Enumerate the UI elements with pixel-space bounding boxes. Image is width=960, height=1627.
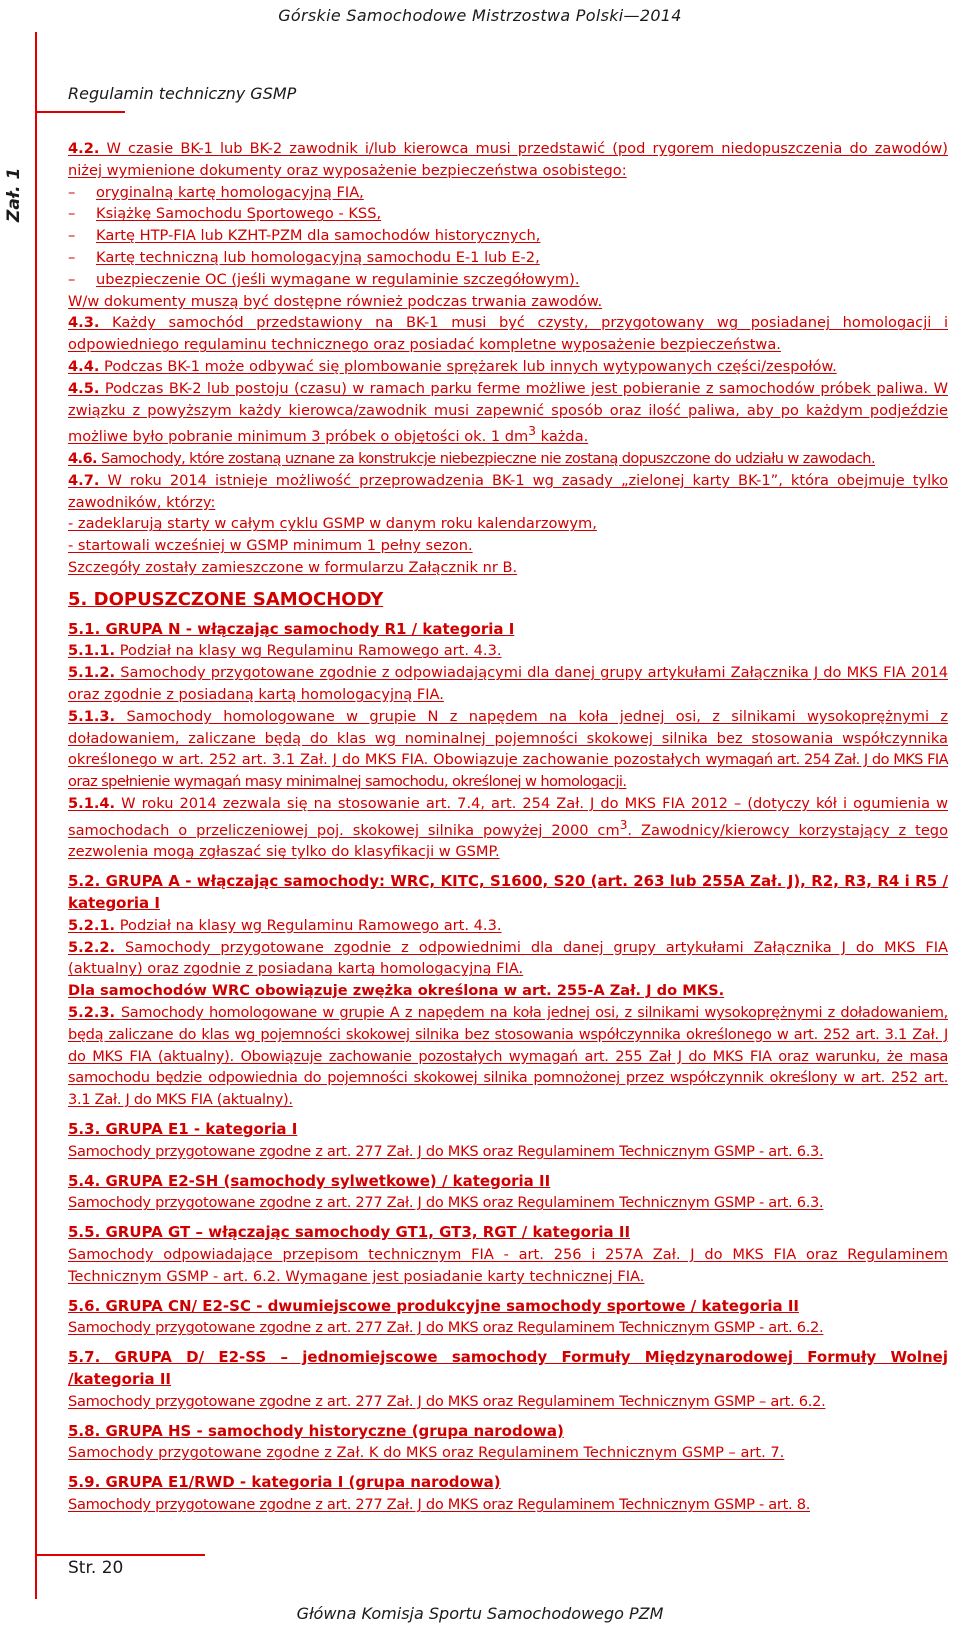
group-5-4-title: 5.4. GRUPA E2-SH (samochody sylwetkowe) / kategoria II — [68, 1171, 551, 1190]
group-5-2-title: 5.2. GRUPA A - włączając samochody: WRC, KITC, S1600, S20 (art. 263 lub 255A Zał. J), R2, R3, R4 i R5 / kategoria I — [68, 872, 948, 913]
paragraph-4-7-note: Szczegóły zostały zamieszczone w formularzu Załącznik nr B. — [68, 559, 518, 576]
page-number: Str. 20 — [68, 1558, 124, 1578]
paragraph-4-7: 4.7. W roku 2014 istnieje możliwość przeprowadzenia BK-1 wg zasady „zielonej karty BK-1”, która obejmuje tylko zawodników, którzy: — [68, 471, 949, 511]
list-item: – Kartę techniczną lub homologacyjną samochodu E-1 lub E-2, — [68, 247, 948, 269]
paragraph-5-2-2-wrc: Dla samochodów WRC obowiązuje zwężka określona w art. 255-A Zał. J do MKS. — [68, 982, 725, 1000]
paragraph-5-5: Samochody odpowiadające przepisom technicznym FIA - art. 256 i 257A Zał. J do MKS FIA oraz Regulaminem Technicznym GSMP - art. 6.2. Wymagane jest posiadanie karty technicznej FIA. — [68, 1245, 948, 1285]
paragraph-5-6: Samochody przygotowane zgodne z art. 277 Zał. J do MKS oraz Regulaminem Technicznym GSMP - art. 6.2. — [68, 1319, 824, 1337]
page-body — [68, 138, 948, 1516]
list-item: – Książkę Samochodu Sportowego - KSS, — [68, 203, 948, 225]
paragraph-4-2-note: W/w dokumenty muszą być dostępne również podczas trwania zawodów. — [68, 292, 603, 310]
group-5-7-title: 5.7. GRUPA D/ E2-SS – jednomiejscowe samochody Formuły Międzynarodowej Formuły Wolnej /kategoria II — [68, 1348, 948, 1388]
paragraph-4-2: 4.2. W czasie BK-1 lub BK-2 zawodnik i/lub kierowca musi przedstawić (pod rygorem niedopuszczenia do zawodów) niżej wymienione dokumenty oraz wyposażenie bezpieczeństwa osobistego: — [68, 140, 949, 179]
paragraph-4-7-line: - zadeklarują starty w całym cyklu GSMP w danym roku kalendarzowym, — [68, 515, 597, 533]
list-item: – Kartę HTP-FIA lub KZHT-PZM dla samochodów historycznych, — [68, 225, 948, 247]
paragraph-5-1-4: 5.1.4. W roku 2014 zezwala się na stosowanie art. 7.4, art. 254 Zał. J do MKS FIA 2012 – (dotyczy kół i ogumienia w samochodach o przeliczeniowej poj. skokowej silnika powyżej 2000 $cm^3$. Zawodnicy/kierowcy korzystający z tego zezwolenia mogą zgłaszać się tylko do klasyfikacji w GSMP. — [68, 794, 949, 861]
attachment-label: Zał. 1 — [4, 167, 24, 222]
paragraph-4-3: 4.3. Każdy samochód przedstawiony na BK-1 musi być czysty, przygotowany wg posiadanej homologacji i odpowiedniego regulaminu technicznego oraz posiadać kompletne wyposażenie bezpieczeństwa. — [68, 314, 948, 354]
paragraph-4-6: 4.6. Samochody, które zostaną uznane za konstrukcje niebezpieczne nie zostaną dopuszczone do udziału w zawodach. — [68, 450, 875, 468]
group-5-9-title: 5.9. GRUPA E1/RWD - kategoria I (grupa narodowa) — [68, 1473, 501, 1492]
header-rule — [35, 111, 125, 113]
paragraph-5-1-3: 5.1.3. Samochody homologowane w grupie N z napędem na koła jednej osi, z silnikami wysokoprężnymi z doładowaniem, zaliczane będą do klas wg nominalnej pojemności skokowej silnika bez stosowania współczynnika określonego w art. 252 art. 3.1 Zał. J do MKS FIA. Obowiązuje zachowanie pozostałych wymagań art. 254 Zał. J do MKS FIA oraz spełnienie wymagań masy minimalnej samochodu, określonej w homologacji. — [68, 707, 949, 791]
running-header: Górskie Samochodowe Mistrzostwa Polski—2014 — [278, 6, 682, 25]
margin-rule — [35, 32, 37, 1599]
paragraph-4-4: 4.4. Podczas BK-1 może odbywać się plombowanie sprężarek lub innych wytypowanych części/zespołów. — [68, 357, 837, 375]
paragraph-5-7: Samochody przygotowane zgodne z art. 277 Zał. J do MKS oraz Regulaminem Technicznym GSMP – art. 6.2. — [68, 1392, 826, 1410]
section-5-title: 5. DOPUSZCZONE SAMOCHODY — [68, 588, 384, 610]
paragraph-4-5: 4.5. Podczas BK-2 lub postoju (czasu) w ramach parku ferme możliwe jest pobieranie z samochodów próbek paliwa. W związku z powyższym każdy kierowca/zawodnik musi zapewnić sposób oraz ilość paliwa, aby po każdym podjeździe możliwe było pobranie minimum 3 próbek o objętości ok. 1 $dm^3$ każda. — [68, 379, 948, 446]
paragraph-5-2-2: 5.2.2. Samochody przygotowane zgodnie z odpowiednimi dla danej grupy artykułami Załącznika J do MKS FIA (aktualny) oraz zgodnie z posiadaną kartą homologacyjną FIA. — [68, 938, 949, 978]
footer-rule — [35, 1554, 205, 1556]
paragraph-4-7-line: - startowali wcześniej w GSMP minimum 1 pełny sezon. — [68, 537, 473, 555]
group-5-1-title: 5.1. GRUPA N - włączając samochody R1 / kategoria I — [68, 619, 515, 638]
group-5-8-title: 5.8. GRUPA HS - samochody historyczne (grupa narodowa) — [68, 1421, 564, 1440]
group-5-3-title: 5.3. GRUPA E1 - kategoria I — [68, 1119, 298, 1138]
paragraph-5-1-1: 5.1.1. Podział na klasy wg Regulaminu Ramowego art. 4.3. — [68, 642, 502, 660]
paragraph-5-9: Samochody przygotowane zgodne z art. 277 Zał. J do MKS oraz Regulaminem Technicznym GSMP - art. 8. — [68, 1495, 811, 1513]
running-footer: Główna Komisja Sportu Samochodowego PZM — [296, 1604, 664, 1623]
list-item: – ubezpieczenie OC (jeśli wymagane w regulaminie szczegółowym). — [68, 269, 948, 291]
group-5-5-title: 5.5. GRUPA GT – włączając samochody GT1, GT3, RGT / kategoria II — [68, 1223, 631, 1242]
document-subtitle: Regulamin techniczny GSMP — [68, 84, 297, 103]
paragraph-5-2-3: 5.2.3. Samochody homologowane w grupie A z napędem na koła jednej osi, z silnikami wysokoprężnymi z doładowaniem, będą zaliczane do klas wg pojemności skokowej silnika bez stosowania współczynnika określonego w art. 252 art. 3.1 Zał. J do MKS FIA (aktualny). Obowiązuje zachowanie pozostałych wymagań art. 255 Zał J do MKS FIA oraz warunku, że masa samochodu będzie odpowiednia do pojemności skokowej silnika pomnożonej przez współczynnik określony w art. 252 art. 3.1 Zał. J do MKS FIA (aktualny). — [68, 1004, 948, 1109]
paragraph-5-4: Samochody przygotowane zgodne z art. 277 Zał. J do MKS oraz Regulaminem Technicznym GSMP - art. 6.3. — [68, 1194, 824, 1212]
paragraph-5-8: Samochody przygotowane zgodne z Zał. K do MKS oraz Regulaminem Technicznym GSMP – art. 7. — [68, 1444, 785, 1462]
paragraph-5-3: Samochody przygotowane zgodne z art. 277 Zał. J do MKS oraz Regulaminem Technicznym GSMP - art. 6.3. — [68, 1142, 824, 1160]
list-item: – oryginalną kartę homologacyjną FIA, — [68, 182, 948, 204]
paragraph-5-1-2: 5.1.2. Samochody przygotowane zgodnie z odpowiadającymi dla danej grupy artykułami Załącznika J do MKS FIA 2014 oraz zgodnie z posiadaną kartą homologacyjną FIA. — [68, 664, 949, 703]
group-5-6-title: 5.6. GRUPA CN/ E2-SC - dwumiejscowe produkcyjne samochody sportowe / kategoria II — [68, 1296, 800, 1315]
paragraph-5-2-1: 5.2.1. Podział na klasy wg Regulaminu Ramowego art. 4.3. — [68, 916, 502, 934]
